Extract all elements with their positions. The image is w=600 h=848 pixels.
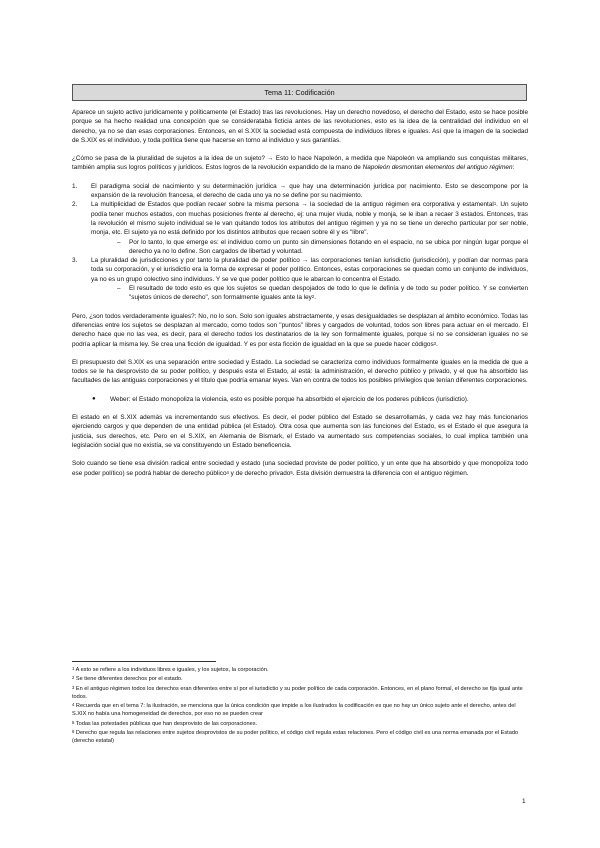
page-title: Tema 11: Codificación	[264, 88, 335, 97]
numbered-list	[72, 182, 528, 303]
paragraph-question-text: ¿Cómo se pasa de la pluralidad de sujetos a la idea de un sujeto? → Esto lo hace Napoleón, a medida que Napoleón va ampliando sus conquistas militares, también amplia sus logros políticos y jurídicos. Estos logros de la revolución expandido de la mano de	[72, 155, 528, 172]
bullet-list	[72, 395, 528, 404]
footnote-text: Derecho que regula las relaciones entre sujetos desprovistos de su poder político, el código civil regula estas relaciones. Pero el código civil es una norma emanada por el Estado (derecho estatal)	[72, 730, 519, 745]
paragraph-division-mid: y de derecho privado	[228, 469, 291, 477]
document-body	[72, 108, 528, 487]
footnote	[72, 729, 528, 745]
paragraph-division-text: Solo cuando se tiene esa división radical entre sociedad y estado (una sociedad proviste de poder político, y un ente que ha absorbido y que monopoliza todo ese poder político) se podrá hablar de derecho público	[72, 460, 528, 477]
page-number: 1	[522, 798, 526, 805]
footnote-ref[interactable]: 5	[290, 469, 293, 475]
sub-list-end: .	[314, 294, 316, 302]
footnote-ref[interactable]: 4	[226, 469, 229, 475]
list-item-text-cont: . Un sujeto podía tener muchos estados, con muchas posiciones frente al derecho, ej: una mujer viuda, noble y monja, se le iban a recaer 3 estados. Entonces, tras la revolución el mismo sujeto individual se le van quitando todos los atributos del antiguo régimen y ya no se tiene un derecho particular por ser noble, monja, etc. El sujeto ya no está definido por los distintos atributos que recaen sobre él y es "libre".	[91, 201, 528, 237]
footnote-ref[interactable]: 3	[433, 340, 436, 346]
paragraph-equality-text: Pero, ¿son todos verdaderamente iguales?: No, no lo son. Solo son iguales abstractamente, y esas desigualdades se desplazan al ámbito económico. Todas las diferencias entre los sujetos se desplazan al mercado, como todos son "puntos" libres y cargados de voluntad, todos son libres para actuar en el mercado. El derecho hace que no las vea, es decir, para el derecho todos los destinatarios de la ley son formalmente iguales, porque si no se consideran iguales no se podría aplicar la misma ley. Se crea una ficción de igualdad. Y es por esta ficción de igualdad en la que se puede hacer códigos	[72, 312, 528, 348]
list-item-text: El paradigma social de nacimiento y su determinación jurídica → que hay una determinación jurídica por nacimiento. Esto se descompone por la expansión de la revolución francesa, el derecho de cada uno ya no se define por su nacimiento.	[91, 182, 528, 200]
list-number: 1.	[72, 182, 78, 190]
footnote-text: Se tiene diferentes derechos por el estado.	[74, 676, 183, 683]
footnote-text: Todas las potestades públicas que han desprovisto de las corporaciones.	[74, 720, 258, 727]
paragraph-question	[72, 154, 528, 173]
footnote	[72, 720, 528, 728]
sub-list-item	[117, 238, 528, 257]
footnote-number: 4	[72, 702, 75, 708]
footnote	[72, 685, 528, 701]
paragraph-division-end: . Esta división demuestra la diferencia con el antiguo régimen.	[292, 469, 469, 477]
footnote-number: 3	[72, 684, 75, 690]
paragraph-question-end: :	[512, 164, 515, 172]
dash-bullet: –	[117, 285, 121, 293]
footnote-divider	[72, 661, 216, 662]
paragraph-equality-end: .	[436, 340, 438, 348]
list-item-text: La multiplicidad de Estados que podían recaer sobre la misma persona → la sociedad de la antiguo régimen era corporativa y estamental	[91, 201, 494, 209]
paragraph-state: El estado en el S.XIX además va incrementando sus efectivos. Es decir, el poder público del Estado se desarrollamás, y cada vez hay más funcionarios ejerciendo cargos y que dependen de una entidad pública (el Estado). Otra cosa que aumenta son las funciones del Estado, es el Estado el que asegura la justicia, sus derechos, etc. Pero en el S.XIX, en Alemania de Bismark, el Estado va aumentado sus competencias sociales, lo cual implica también una legislación social que no existía, se va constituyendo un Estado beneficencia.	[72, 414, 528, 449]
paragraph-equality	[72, 312, 528, 349]
sub-list	[91, 238, 528, 257]
list-item	[72, 182, 528, 201]
footnote-ref[interactable]: 2	[311, 294, 315, 300]
footnote	[72, 675, 528, 683]
list-number: 2.	[72, 201, 78, 209]
sub-list	[91, 284, 528, 303]
paragraph-division	[72, 459, 528, 478]
dash-bullet: –	[117, 238, 121, 246]
footnote-ref[interactable]: 1	[493, 201, 497, 207]
sub-list-item	[117, 284, 528, 303]
paragraph-question-emphasis: Napoleón desmontan elementos del antiguo régimen	[362, 164, 513, 172]
footnote-number: 6	[72, 729, 75, 735]
footnote	[72, 666, 528, 674]
list-item-text: La pluralidad de jurisdicciones y por tanto la pluralidad de poder político → las corporaciones tenían iurisdictio (jurisdicción), y podían dar normas para toda su corporación, y el iurisdictio era la forma de expresar el poder político. Entonces, estas corporaciones se quedan como un conjunto de individuos, ya no es un grupo colectivo sino individuos. Y se ve que poder político que le abarcan lo concentra el Estado.	[91, 257, 528, 283]
footnote-number: 1	[72, 666, 75, 671]
footnote-number: 5	[72, 719, 75, 725]
footnote-number: 2	[72, 675, 75, 681]
paragraph-intro: Aparece un sujeto activo jurídicamente y políticamente (el Estado) tras las revoluciones. Hay un derecho novedoso, el derecho del Estado, esto se hace posible porque se ha hecho realidad una concepción que se considerataba ficticia antes de las revoluciones, esto es la idea de la centralidad del individuo en el derecho, ya no se dan esas corporaciones. Entonces, en el S.XIX la sociedad está compuesta de individuos libres e iguales. Así que la imagen de la sociedad de S.XIX es el individuo, y toda política tiene que hacerse en torno al individuo y sus garantías.	[72, 109, 528, 144]
paragraph-separation: El presupuesto del S.XIX es una separación entre sociedad y Estado. La sociedad se caracteriza como individuos formalmente iguales en la medida de que a todos se le ha desprovisto de su poder político, y después esta el Estado, al está: la administración, el derecho público y privado, y el que ha absorbido las facultades de las antiguas corporaciones y el título que podría emanar leyes. Van en contra de todos los posibles privilegios que tenían diferentes corporaciones.	[72, 358, 528, 385]
title-box	[72, 84, 527, 101]
footnote	[72, 702, 528, 718]
footnote-text: En el antiguo régimen todos los derechos eran diferentes entre sí por el iurisdictio y su poder político de cada corporación. Entonces, en el plano formal, el derecho se fija igual ante todos.	[72, 685, 523, 700]
footnote-text: Recuerda que en el tema 7: la ilustración, se menciona que la única condición que impide a los ilustrados la codificación es que no hay un único sujeto ante el derecho, antes del S.XIX no había una homogeneidad de derechos, por eso no se pueden crear	[72, 703, 516, 718]
footnotes	[72, 666, 528, 747]
sub-list-text: El resultado de todo esto es que los sujetos se quedan despojados de todo lo que le definía y de todo su poder político. Y se convierten "sujetos únicos de derecho", son formalmente iguales ante la ley	[129, 285, 528, 302]
list-number: 3.	[72, 257, 78, 265]
footnote-text: A esto se refiere a los individuos libres e iguales, y los sujetos, la corporación.	[74, 667, 269, 673]
bullet-dot-icon: ●	[92, 395, 96, 402]
bullet-text: Weber: el Estado monopoliza la violencia, esto es posible porque ha absorbido el ejercicio de los poderes públicos (iurisdictio).	[110, 395, 469, 403]
list-item	[72, 200, 528, 256]
list-item	[72, 256, 528, 302]
bullet-item	[92, 395, 528, 404]
sub-list-text: Por lo tanto, lo que emerge es: el individuo como un punto sin dimensiones flotando en el espacio, no se ubica por ningún lugar porque el derecho ya no lo define. Son cargados de libertad y voluntad.	[129, 238, 528, 255]
